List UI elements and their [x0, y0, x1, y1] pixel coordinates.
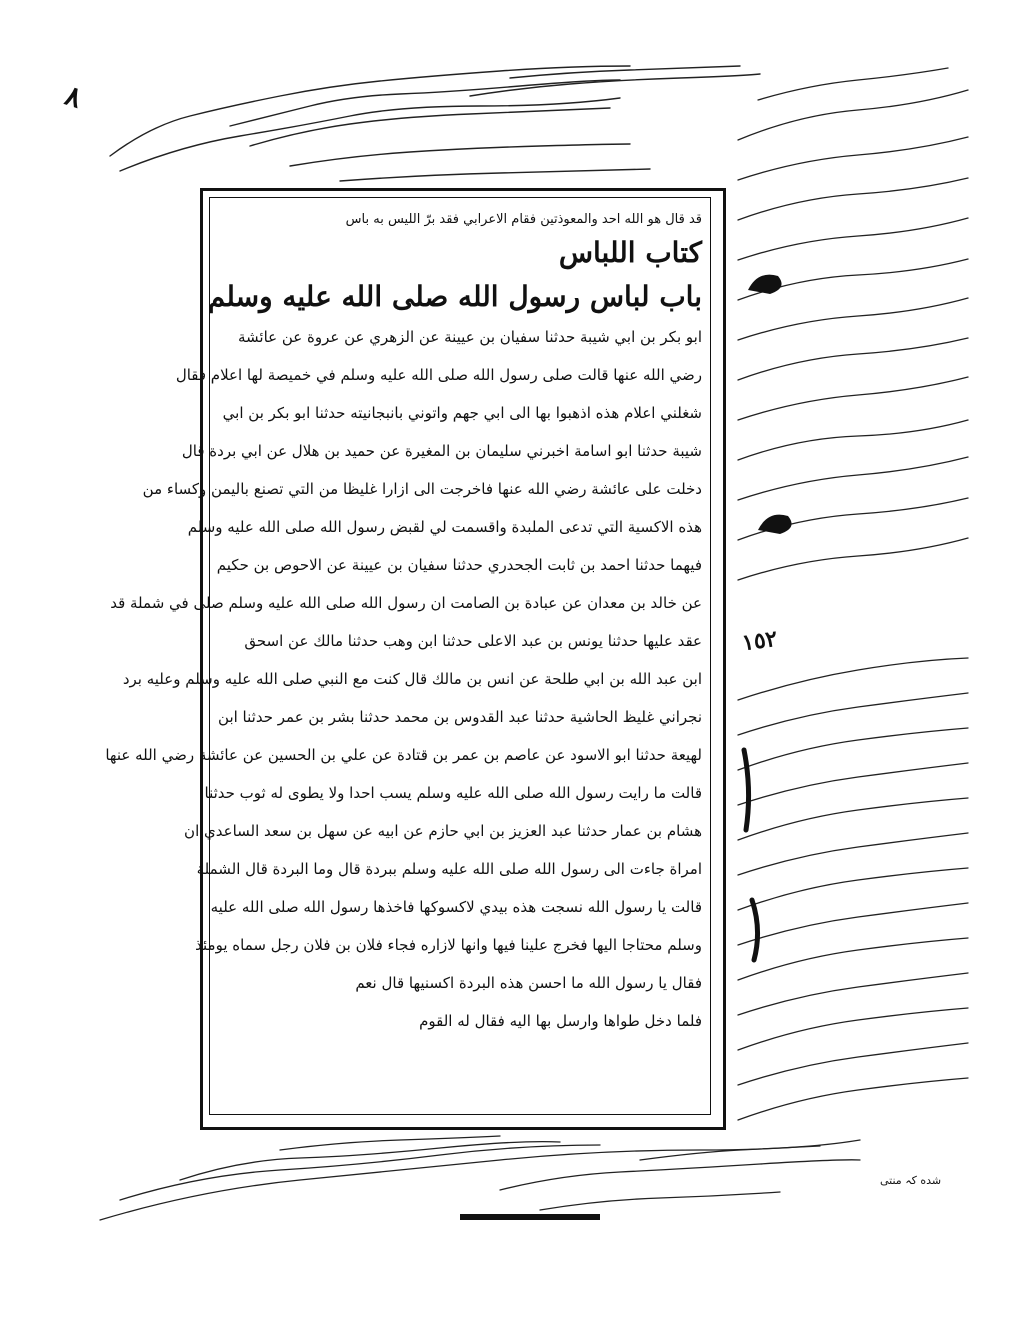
chapter-title: باب لباس رسول الله صلى الله عليه وسلم	[207, 279, 702, 313]
text-line: شغلني اعلام هذه اذهبوا بها الى ابي جهم واتوني بانبجانيته حدثنا ابو بكر بن ابي	[222, 403, 702, 422]
text-line: دخلت على عائشة رضي الله عنها فاخرجت الى ازارا غليظا من التي تصنع باليمن وكساء من	[142, 479, 702, 498]
text-line: هشام بن عمار حدثنا عبد العزيز بن ابي حازم عن ابيه عن سهل بن سعد الساعدي ان	[184, 821, 702, 840]
book-title: كتاب اللباس	[558, 235, 702, 269]
text-line: عقد عليها حدثنا يونس بن عبد الاعلى حدثنا ابن وهب حدثنا مالك عن اسحق	[244, 631, 702, 650]
text-line: شيبة حدثنا ابو اسامة اخبرني سليمان بن المغيرة عن حميد بن هلال عن ابي بردة قال	[181, 441, 702, 460]
text-line: فيهما حدثنا احمد بن ثابت الجحدري حدثنا سفيان بن عيينة عن الاحوص بن حكيم	[216, 555, 702, 574]
bottom-note: شده کہ منتی	[880, 1174, 942, 1187]
text-line: قالت يا رسول الله نسجت هذه بيدي لاكسوكها فاخذها رسول الله صلى الله عليه	[210, 897, 702, 916]
text-line: وسلم محتاجا اليها فخرج علينا فيها وانها لازاره فجاء فلان بن فلان رجل سماه يومئذ	[195, 935, 702, 954]
main-text-block	[105, 208, 702, 1104]
text-line: امراة جاءت الى رسول الله صلى الله عليه وسلم ببردة قال وما البردة قال الشملة	[196, 859, 702, 878]
folio-number: ١٥٢	[740, 625, 780, 657]
text-line: قالت ما رايت رسول الله صلى الله عليه وسلم يسب احدا ولا يطوى له ثوب حدثنا	[204, 783, 702, 802]
text-line: لهيعة حدثنا ابو الاسود عن عاصم بن عمر بن قتادة عن علي بن الحسين عن عائشة رضي الله عنها	[105, 745, 702, 764]
text-line: عن خالد بن معدان عن عبادة بن الصامت ان رسول الله صلى الله عليه وسلم صلى في شملة قد	[110, 593, 702, 612]
top-margin-gloss	[90, 56, 770, 186]
text-line: رضي الله عنها قالت صلى رسول الله صلى الله عليه وسلم في خميصة لها اعلام فقال	[175, 365, 702, 384]
right-lower-gloss	[728, 660, 978, 1160]
text-line: فلما دخل طواها وارسل بها اليه فقال له القوم	[419, 1011, 702, 1030]
text-line: ابن عبد الله بن ابي طلحة عن انس بن مالك قال كنت مع النبي صلى الله عليه وسلم وعليه برد	[122, 669, 702, 688]
text-line: هذه الاكسية التي تدعى الملبدة واقسمت لي لقبض رسول الله صلى الله عليه وسلم	[187, 517, 702, 536]
right-margin-gloss	[728, 60, 978, 620]
text-line: ابو بكر بن ابي شيبة حدثنا سفيان بن عيينة عن الزهري عن عروة عن عائشة	[237, 327, 702, 346]
bottom-margin-gloss	[80, 1130, 880, 1230]
corner-mark: ٨	[61, 78, 86, 115]
top-note: قد قال هو الله احد والمعوذتين فقام الاعرابي فقد برّ الليس به باس	[345, 211, 702, 227]
text-line: نجراني غليظ الحاشية حدثنا عبد القدوس بن محمد حدثنا بشر بن عمر حدثنا ابن	[218, 707, 702, 726]
text-line: فقال يا رسول الله ما احسن هذه البردة اكسنيها قال نعم	[355, 973, 702, 992]
